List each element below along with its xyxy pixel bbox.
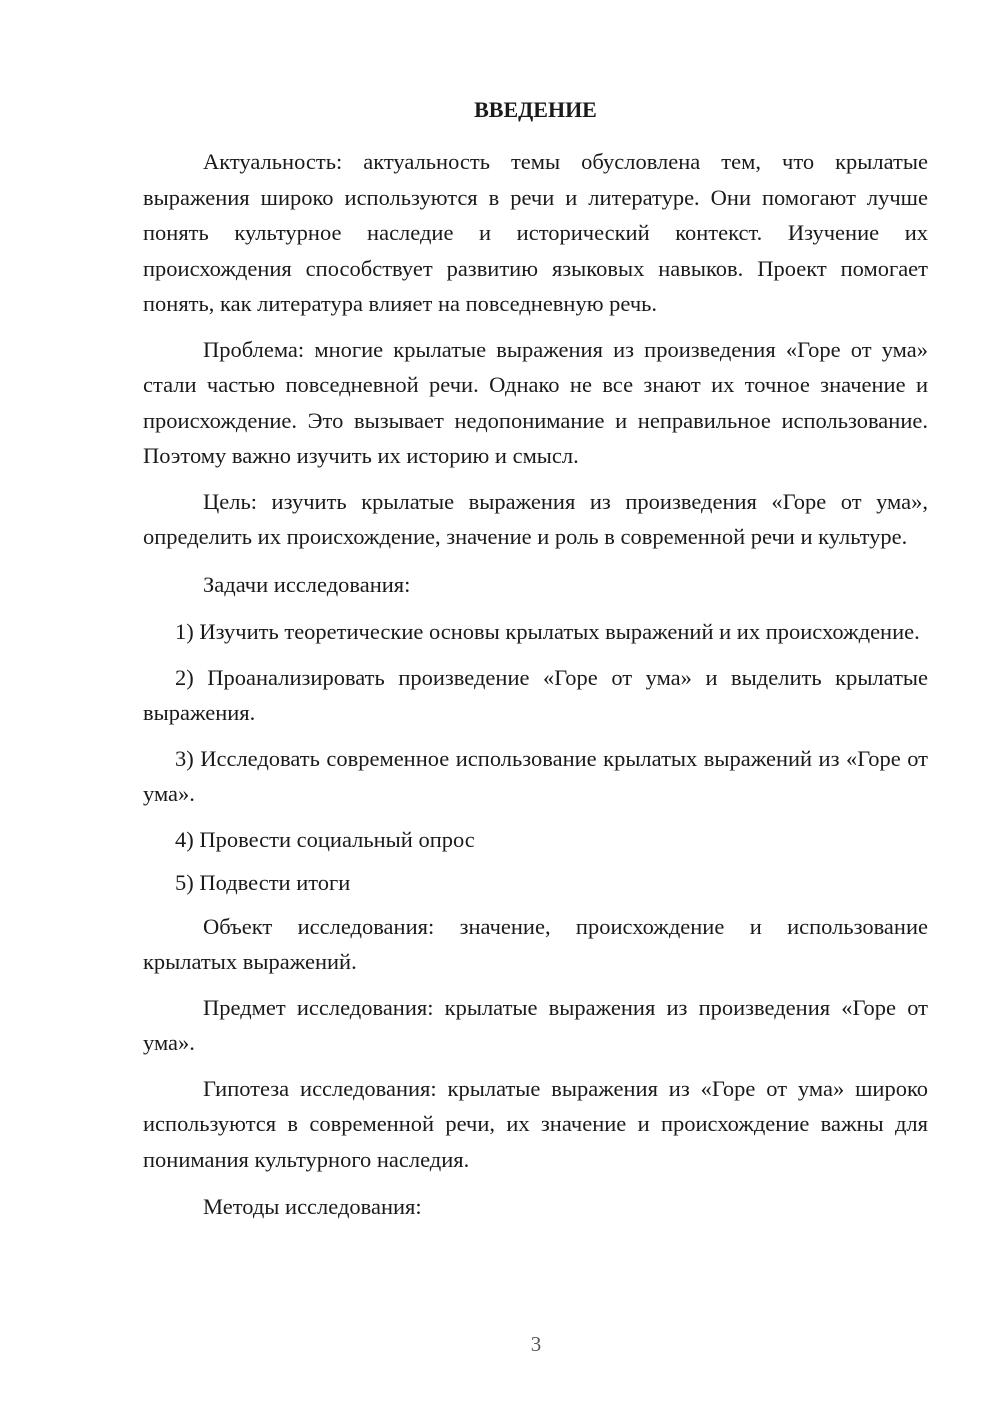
- paragraph-hypothesis: Гипотеза исследования: крылатые выражения из «Горе от ума» широко используются в современной речи, их значение и происхождение важны для понимания культурного наследия.: [143, 1075, 928, 1172]
- paragraph-subject: Предмет исследования: крылатые выражения из произведения «Горе от ума».: [143, 994, 928, 1055]
- task-item-1: 1) Изучить теоретические основы крылатых выражений и их происхождение.: [175, 619, 920, 644]
- task-item-5: 5) Подвести итоги: [175, 870, 351, 895]
- paragraph-problem: Проблема: многие крылатые выражения из произведения «Горе от ума» стали частью повседневной речи. Однако не все знают их точное значение и происхождение. Это вызывает недопонимание и неправильное использование. Поэтому важно изучить их историю и смысл.: [143, 336, 928, 468]
- page-content: [143, 92, 928, 1235]
- page-number: 3: [530, 1332, 542, 1356]
- section-heading: ВВЕДЕНИЕ: [474, 97, 597, 122]
- paragraph-object: Объект исследования: значение, происхождение и использование крылатых выражений.: [143, 913, 928, 974]
- paragraph-actuality: Актуальность: актуальность темы обусловлена тем, что крылатые выражения широко используются в речи и литературе. Они помогают лучше понять культурное наследие и исторический контекст. Изучение их происхождения способствует развитию языковых навыков. Проект помогает понять, как литература влияет на повседневную речь.: [143, 149, 928, 316]
- tasks-title: Задачи исследования:: [203, 571, 411, 597]
- task-item-3: 3) Исследовать современное использование крылатых выражений из «Горе от ума».: [143, 745, 928, 806]
- task-item-2: 2) Проанализировать произведение «Горе от ума» и выделить крылатые выражения.: [143, 664, 928, 725]
- methods-title: Методы исследования:: [203, 1194, 422, 1219]
- paragraph-goal: Цель: изучить крылатые выражения из произведения «Горе от ума», определить их происхождение, значение и роль в современной речи и культуре.: [143, 488, 928, 549]
- task-item-4: 4) Провести социальный опрос: [175, 826, 475, 852]
